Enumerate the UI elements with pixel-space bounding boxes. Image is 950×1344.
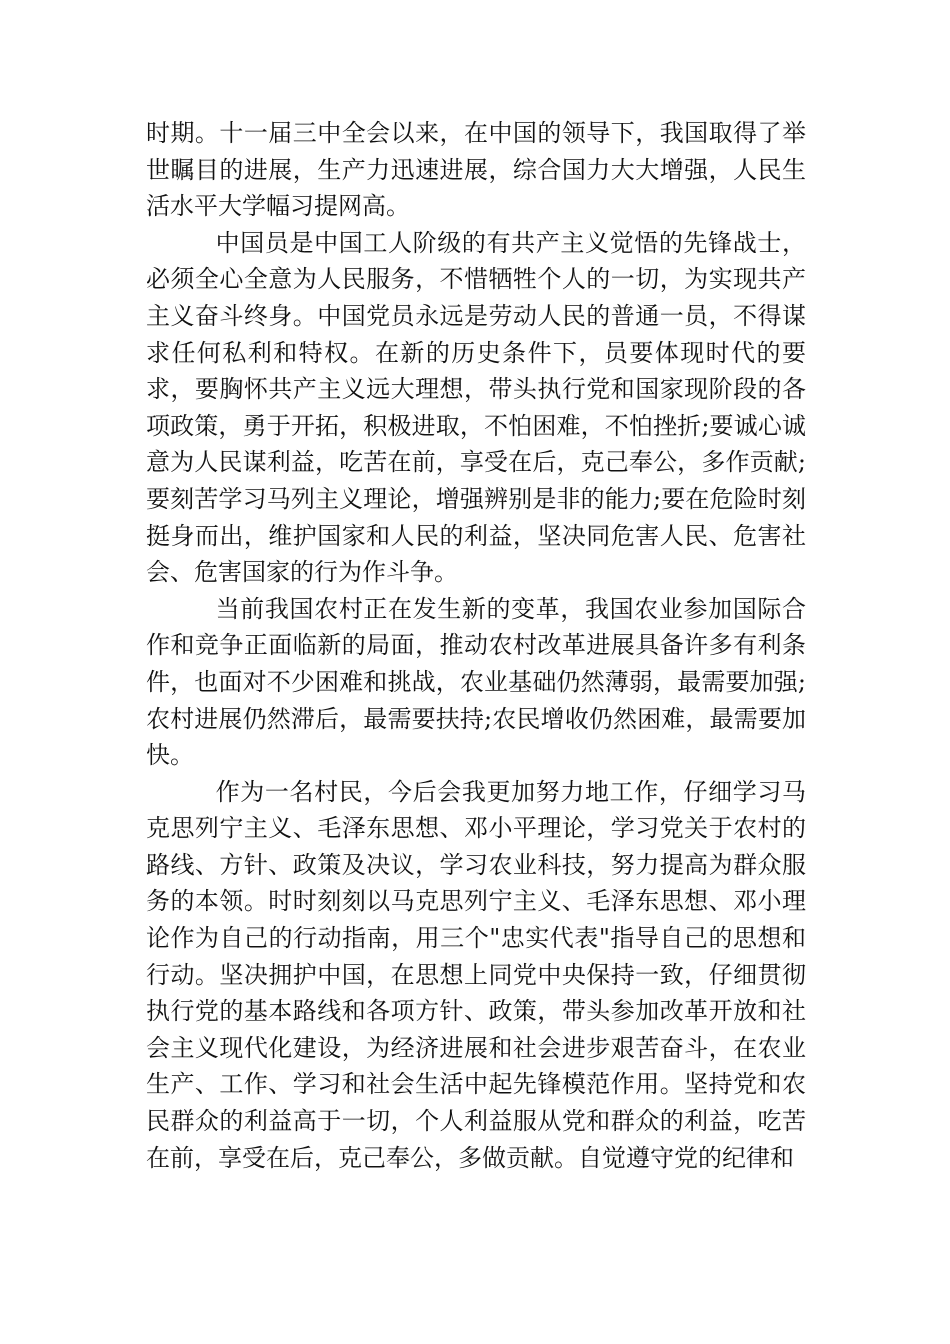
paragraph-3: 当前我国农村正在发生新的变革，我国农业参加国际合作和竞争正面临新的局面，推动农村改革进展具备许多有利条件，也面对不少困难和挑战，农业基础仍然薄弱，最需要加强;农村进展仍然滞后，最需要扶持;农民增收仍然困难，最需要加快。 <box>146 594 806 770</box>
document-body <box>146 115 806 1176</box>
paragraph-4: 作为一名村民，今后会我更加努力地工作，仔细学习马克思列宁主义、毛泽东思想、邓小平理论，学习党关于农村的路线、方针、政策及决议，学习农业科技，努力提高为群众服务的本领。时时刻刻以马克思列宁主义、毛泽东思想、邓小理论作为自己的行动指南，用三个"忠实代表"指导自己的思想和行动。坚决拥护中国，在思想上同党中央保持一致，仔细贯彻执行党的基本路线和各项方针、政策，带头参加改革开放和社会主义现代化建设，为经济进展和社会进步艰苦奋斗，在农业生产、工作、学习和社会生活中起先锋模范作用。坚持党和农民群众的利益高于一切，个人利益服从党和群众的利益，吃苦在前，享受在后，克己奉公，多做贡献。自觉遵守党的纪律和 <box>146 777 806 1172</box>
paragraph-2: 中国员是中国工人阶级的有共产主义觉悟的先锋战士，必须全心全意为人民服务，不惜牺牲个人的一切，为实现共产主义奋斗终身。中国党员永远是劳动人民的普通一员，不得谋求任何私利和特权。在新的历史条件下，员要体现时代的要求，要胸怀共产主义远大理想，带头执行党和国家现阶段的各项政策，勇于开拓，积极进取，不怕困难，不怕挫折;要诚心诚意为人民谋利益，吃苦在前，享受在后，克己奉公，多作贡献;要刻苦学习马列主义理论，增强辨别是非的能力;要在危险时刻挺身而出，维护国家和人民的利益，坚决同危害人民、危害社会、危害国家的行为作斗争。 <box>146 228 806 587</box>
paragraph-1: 时期。十一届三中全会以来，在中国的领导下，我国取得了举世瞩目的进展，生产力迅速进展，综合国力大大增强，人民生活水平大学幅习提网高。 <box>146 119 806 221</box>
